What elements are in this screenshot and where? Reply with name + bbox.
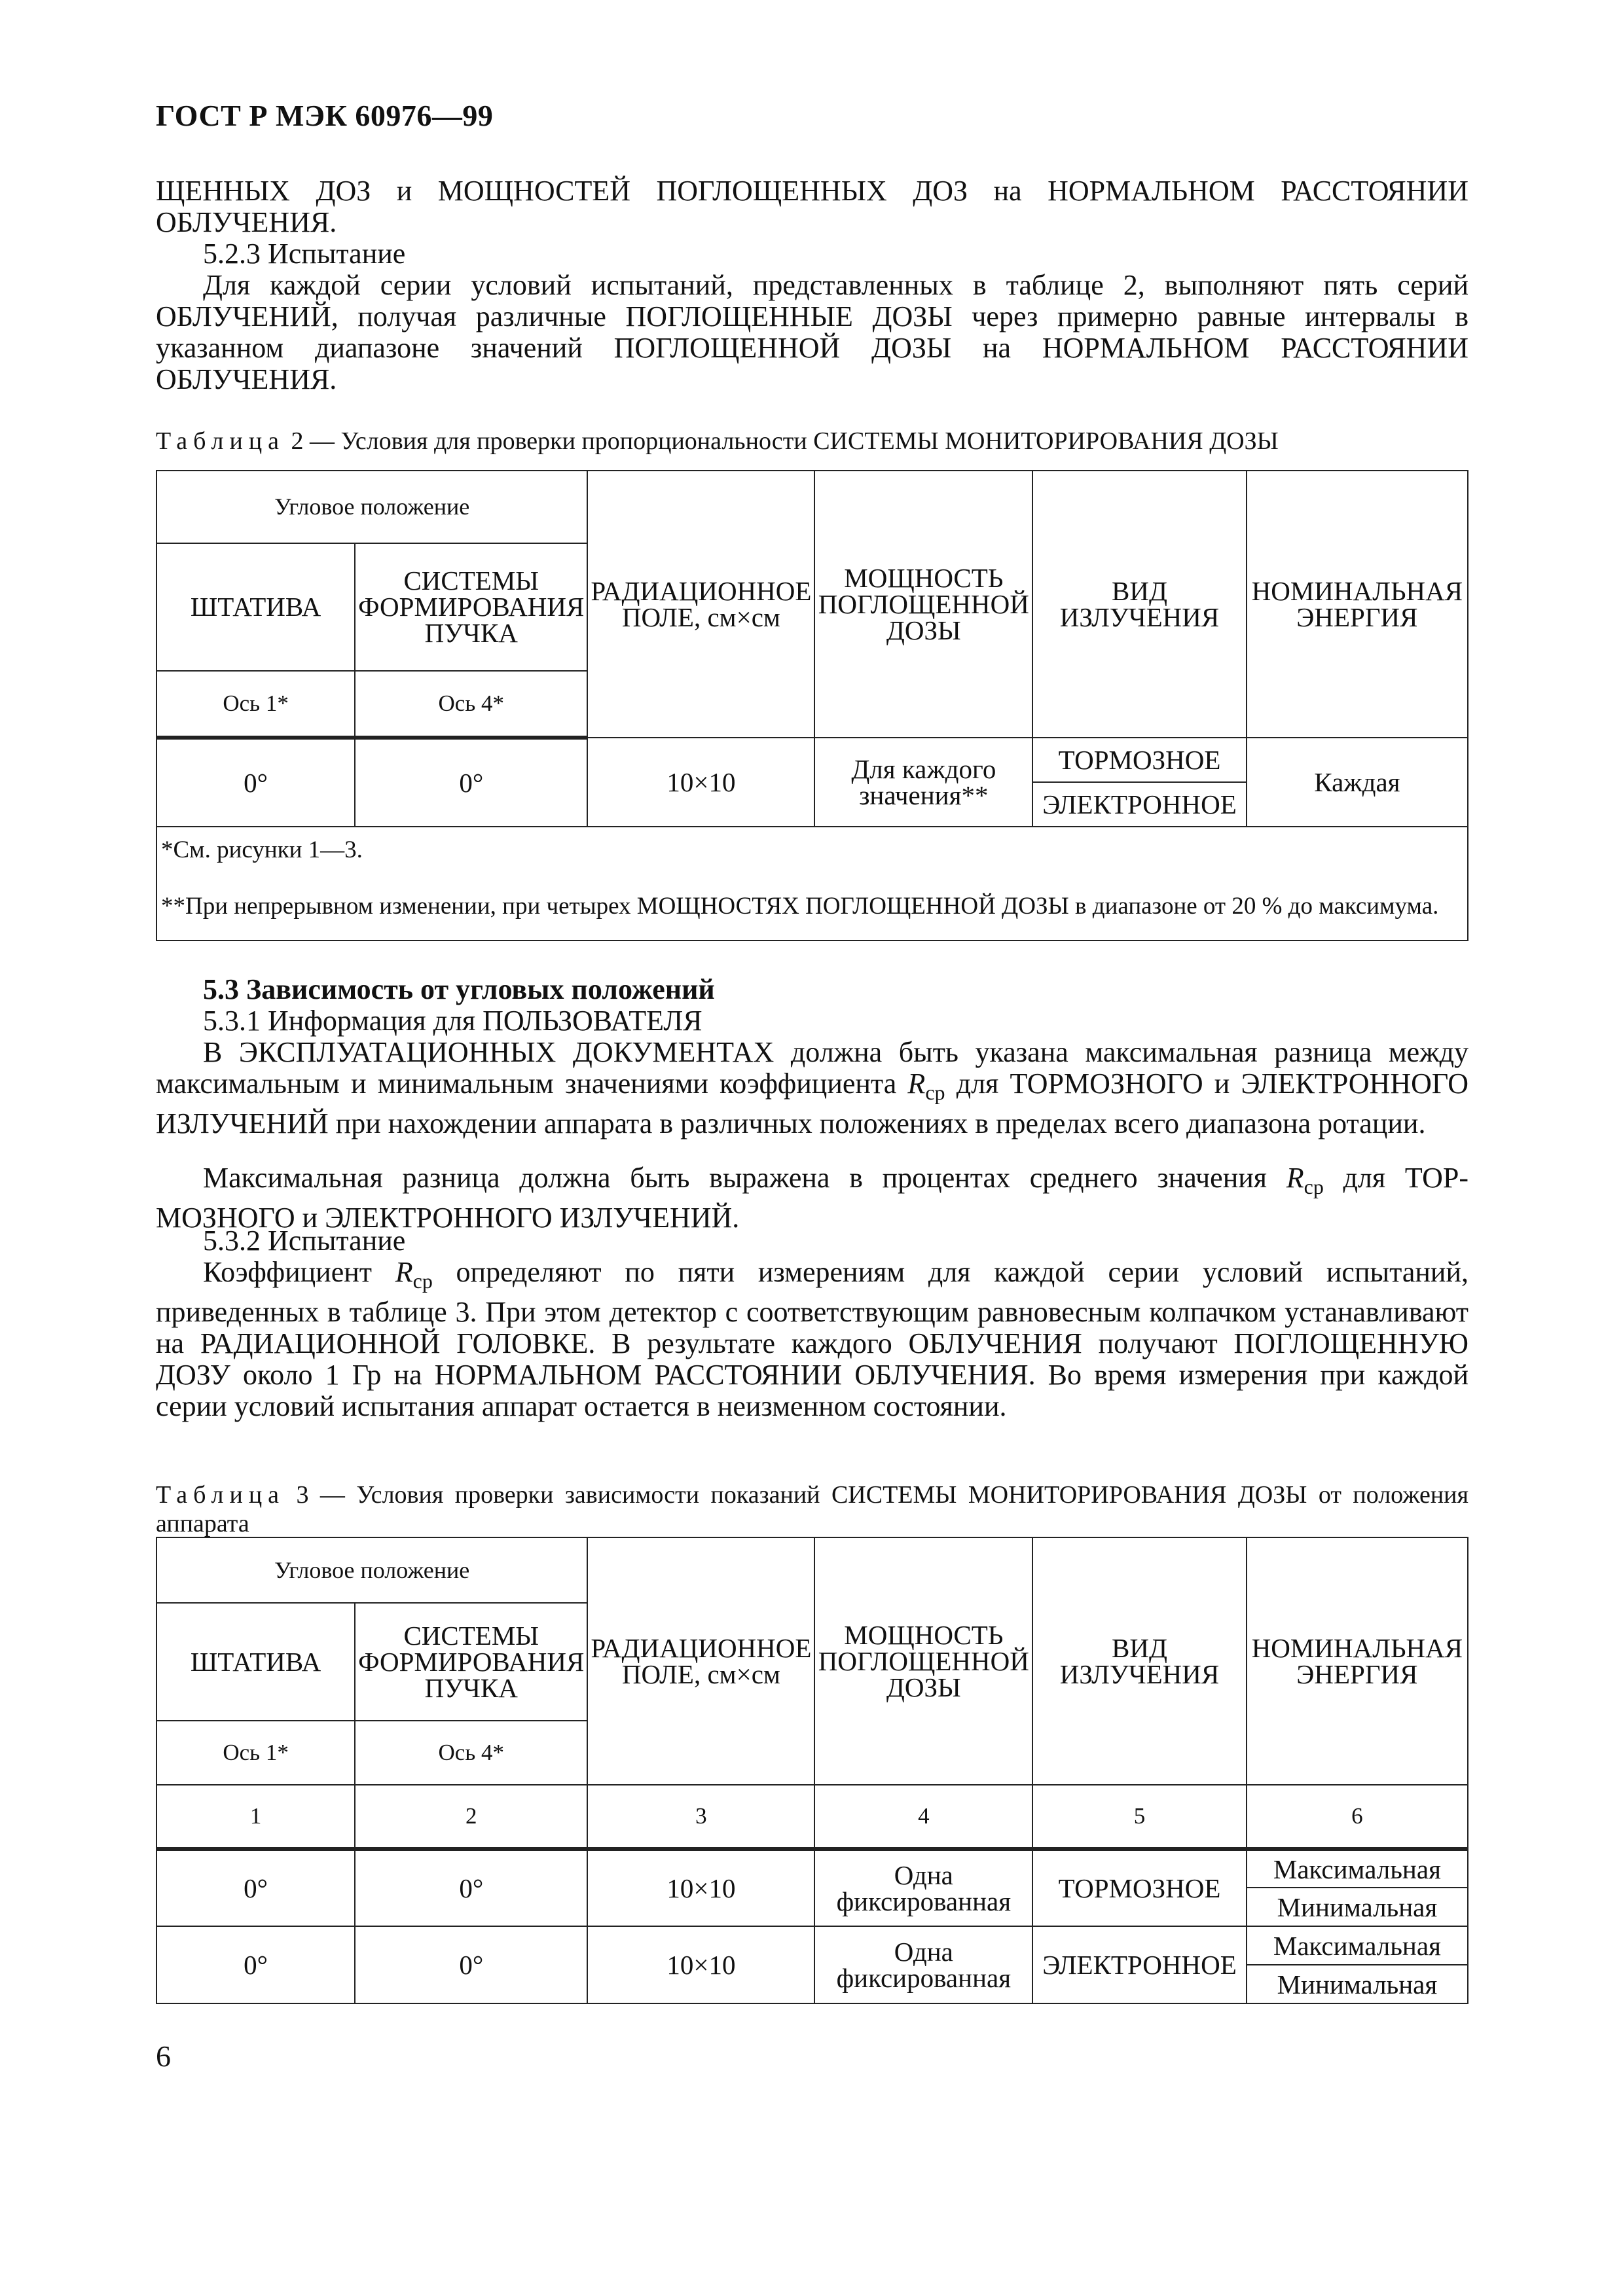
column-number: 4 [814,1785,1032,1849]
coefficient-subscript-2: ср [1304,1174,1324,1198]
header-radiation-type: ВИД ИЗЛУЧЕНИЯ [1032,1537,1247,1785]
cell-radiation-type: ЭЛЕКТРОННОЕ [1032,1926,1247,2003]
table-2-footnote-1: *См. рисунки 1—3. [156,827,1468,874]
header-radiation-field: РАДИАЦИОННОЕ ПОЛЕ, см×см [587,1537,814,1785]
cell-dose-rate: Для каждого значения** [814,738,1032,826]
header-axis-1: Ось 1* [156,671,355,738]
document-code-header: ГОСТ Р МЭК 60976—99 [156,99,494,132]
header-beam-limiting-system: СИСТЕМЫ ФОРМИРОВАНИЯ ПУЧКА [355,543,587,671]
cell-energy-max: Максимальная [1247,1926,1468,1965]
paragraph-5-3-2 [156,1257,1468,1422]
cell-field-size: 10×10 [587,1849,814,1926]
table-2-caption-prefix: Таблица [156,427,285,455]
cell-field-size: 10×10 [587,738,814,826]
section-5-3-1-title: 5.3.1 Информация для ПОЛЬЗОВАТЕЛЯ [203,1005,702,1037]
paragraph-5-3-1-b-part2: для ТОР-МОЗНОГО и ЭЛЕКТРОННОГО ИЗЛУЧЕНИЙ. [156,1162,1469,1234]
header-radiation-field: РАДИАЦИОННОЕ ПОЛЕ, см×см [587,471,814,738]
coefficient-symbol: R [907,1067,926,1100]
table-3-caption [156,1480,1468,1538]
table-2-footnote-2: **При непрерывном изменении, при четырех МОЩНОСТЯХ ПОГЛОЩЕННОЙ ДОЗЫ в диапазоне от 20 % до максимума. [156,873,1468,941]
section-5-2-3-title: 5.2.3 Испытание [203,238,406,270]
section-5-3-2-title: 5.3.2 Испытание [203,1225,406,1257]
header-nominal-energy: НОМИНАЛЬНАЯ ЭНЕРГИЯ [1247,471,1468,738]
table-2-caption-text: 2 — Условия для проверки пропорциональности СИСТЕМЫ МОНИТОРИРОВАНИЯ ДОЗЫ [291,427,1279,455]
cell-beam-angle: 0° [355,1849,587,1926]
cell-field-size: 10×10 [587,1926,814,2003]
header-gantry: ШТАТИВА [156,543,355,671]
header-gantry: ШТАТИВА [156,1603,355,1721]
table-2 [156,470,1468,941]
paragraph-5-3-1-b [156,1162,1468,1234]
header-nominal-energy: НОМИНАЛЬНАЯ ЭНЕРГИЯ [1247,1537,1468,1785]
cell-gantry-angle: 0° [156,738,355,826]
header-axis-1: Ось 1* [156,1721,355,1785]
cell-beam-angle: 0° [355,738,587,826]
cell-gantry-angle: 0° [156,1849,355,1926]
paragraph-5-3-1 [156,1037,1468,1139]
cell-radiation-type: ТОРМОЗНОЕ [1032,1849,1247,1926]
header-dose-rate: МОЩНОСТЬ ПОГЛОЩЕННОЙ ДОЗЫ [814,471,1032,738]
paragraph-5-3-2-part2: определяют по пяти измерениям для каждой серии условий испытаний, приведенных в таблице 3. При этом детектор с соответствующим равновесным колпачком устанавливают на РАДИАЦИОННОЙ ГОЛОВКЕ. В результате каждого ОБЛУЧЕНИЯ получают ПОГЛОЩЕННУЮ ДОЗУ около 1 Гр на НОРМАЛЬНОМ РАССТОЯНИИ ОБЛУЧЕНИЯ. Во время измерения при каждой серии условий испытания аппарат остается в неизменном состоянии. [156,1256,1469,1422]
coefficient-subscript: ср [925,1080,945,1104]
column-number: 5 [1032,1785,1247,1849]
paragraph-5-3-1-b-part1: Максимальная разница должна быть выражена в процентах среднего значения [203,1162,1267,1194]
table-3-caption-text: 3 — Условия проверки зависимости показаний СИСТЕМЫ МОНИТОРИРОВАНИЯ ДОЗЫ от положения аппарата [156,1481,1468,1537]
section-5-3-title: 5.3 Зависимость от угловых положений [203,973,715,1005]
cell-energy-max: Максимальная [1247,1849,1468,1888]
paragraph-5-3-2-part1: Коэффициент [203,1256,373,1288]
header-angular-position: Угловое положение [156,471,587,543]
header-radiation-type: ВИД ИЗЛУЧЕНИЯ [1032,471,1247,738]
column-number: 1 [156,1785,355,1849]
coefficient-subscript-3: ср [412,1268,433,1293]
paragraph-5-2-3: Для каждой серии условий испытаний, представленных в таблице 2, выполняют пять серий ОБЛУЧЕНИЙ, получая различные ПОГЛОЩЕННЫЕ ДОЗЫ через примерно равные интервалы в указанном диапазоне значений ПОГЛОЩЕННОЙ ДОЗЫ на НОРМАЛЬНОМ РАССТОЯНИИ ОБЛУЧЕНИЯ. [156,269,1468,395]
header-beam-limiting-system: СИСТЕМЫ ФОРМИРОВАНИЯ ПУЧКА [355,1603,587,1721]
coefficient-symbol-3: R [395,1256,413,1288]
table-3 [156,1537,1468,2004]
header-angular-position: Угловое положение [156,1537,587,1603]
column-number: 3 [587,1785,814,1849]
cell-energy-min: Минимальная [1247,1965,1468,2003]
column-number: 2 [355,1785,587,1849]
table-2-caption [156,427,1468,456]
paragraph-5-3-1-part1: В ЭКСПЛУАТАЦИОННЫХ ДОКУМЕНТАХ должна быть указана максимальная разница между максимальным и минимальным значениями коэффициента [156,1036,1468,1100]
cell-energy: Каждая [1247,738,1468,826]
header-dose-rate: МОЩНОСТЬ ПОГЛОЩЕННОЙ ДОЗЫ [814,1537,1032,1785]
cell-dose-rate: Одна фиксированная [814,1926,1032,2003]
paragraph-continuation: ЩЕННЫХ ДОЗ и МОЩНОСТЕЙ ПОГЛОЩЕННЫХ ДОЗ на НОРМАЛЬНОМ РАССТОЯНИИ ОБЛУЧЕНИЯ. [156,175,1468,238]
paragraph-5-3-1-part2: для ТОРМОЗНОГО и ЭЛЕКТРОННОГО ИЗЛУЧЕНИЙ при нахождении аппарата в различных положениях в пределах всего диапазона ротации. [156,1067,1468,1139]
cell-energy-min: Минимальная [1247,1888,1468,1926]
coefficient-symbol-2: R [1286,1162,1304,1194]
column-number: 6 [1247,1785,1468,1849]
header-axis-4: Ось 4* [355,1721,587,1785]
cell-beam-angle: 0° [355,1926,587,2003]
page-number: 6 [156,2039,171,2073]
cell-gantry-angle: 0° [156,1926,355,2003]
cell-radiation-type-electron: ЭЛЕКТРОННОЕ [1032,782,1247,827]
cell-dose-rate: Одна фиксированная [814,1849,1032,1926]
cell-radiation-type-bremsstrahlung: ТОРМОЗНОЕ [1032,738,1247,782]
header-axis-4: Ось 4* [355,671,587,738]
table-3-caption-prefix: Таблица [156,1481,285,1509]
